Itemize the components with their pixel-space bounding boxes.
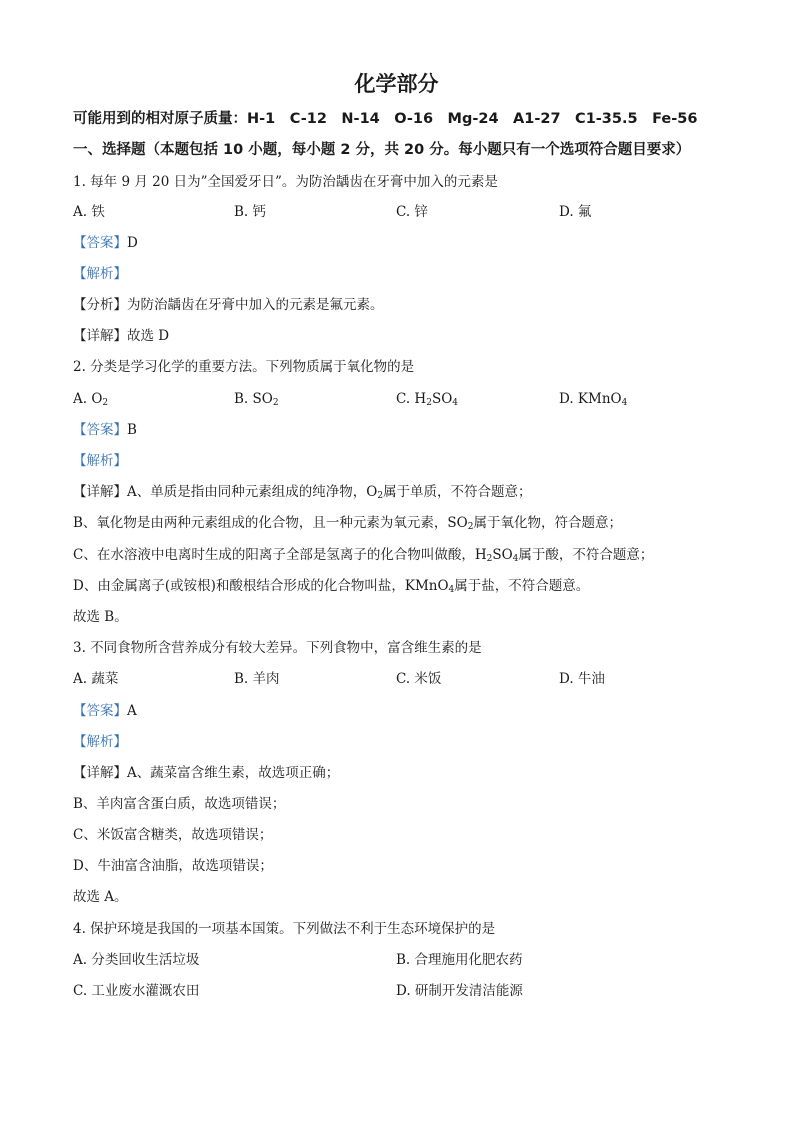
q2-answer-line [73,421,137,439]
question-1-stem: 1. 每年 9 月 20 日为”全国爱牙日”。为防治龋齿在牙膏中加入的元素是 [73,174,498,190]
q2-explain-b: B、氧化物是由两种元素组成的化合物，且一种元素为氧元素，$SO_2$属于氧化物，符合题意； [73,515,622,532]
q3-analysis-tag: 【解析】 [73,734,127,750]
q1-option-a: A. 铁 [73,204,105,220]
q3-conclusion: 故选 A。 [73,889,128,905]
q1-answer: D [127,235,138,251]
q3-option-b: B. 羊肉 [234,671,280,687]
q2-conclusion: 故选 B。 [73,609,128,625]
q3-option-c: C. 米饭 [396,671,442,687]
question-2-stem: 2. 分类是学习化学的重要方法。下列物质属于氧化物的是 [73,359,415,375]
q2-option-b: B. $SO_2$ [234,391,279,408]
answer-tag: 【答案】 [73,703,127,719]
q4-option-a: A. 分类回收生活垃圾 [73,952,200,968]
q3-answer: A [127,703,137,719]
q1-analysis-tag: 【解析】 [73,266,127,282]
answer-tag: 【答案】 [73,235,127,251]
q2-answer: B [127,422,137,438]
question-4-stem: 4. 保护环境是我国的一项基本国策。下列做法不利于生态环境保护的是 [73,921,496,937]
q2-explain-d: D、由金属离子(或铵根)和酸根结合形成的化合物叫盐，KMnO$_4$属于盐，不符合题意。 [73,578,590,595]
section-heading: 一、选择题（本题包括 10 小题，每小题 2 分，共 20 分。每小题只有一个选项符合题目要求） [73,142,691,158]
q2-explain-a: 【详解】A、单质是指由同种元素组成的纯净物，$O_2$属于单质，不符合题意； [73,484,532,501]
q3-explain-a: 【详解】A、蔬菜富含维生素，故选项正确； [73,765,340,781]
q1-option-c: C. 锌 [396,204,428,220]
atomic-masses-line: 可能用到的相对原子质量：H-1 C-12 N-14 O-16 Mg-24 A1-27 C1-35.5 Fe-56 [73,111,698,127]
q2-option-a: A. $O_2$ [73,391,109,408]
q1-fenxi: 【分析】为防治龋齿在牙膏中加入的元素是氟元素。 [73,297,384,313]
q3-answer-line [73,702,137,720]
answer-tag: 【答案】 [73,422,127,438]
question-3-stem: 3. 不同食物所含营养成分有较大差异。下列食物中，富含维生素的是 [73,640,482,656]
q2-analysis-tag: 【解析】 [73,453,127,469]
q1-option-b: B. 钙 [234,204,267,220]
q3-explain-d: D、牛油富含油脂，故选项错误； [73,858,273,874]
q2-option-c: C. $H_2SO_4$ [396,391,459,408]
q1-option-d: D. 氟 [559,204,592,220]
q4-option-d: D. 研制开发清洁能源 [396,983,523,999]
q3-option-a: A. 蔬菜 [73,671,119,687]
q3-option-d: D. 牛油 [559,671,605,687]
q3-explain-b: B、羊肉富含蛋白质，故选项错误； [73,796,286,812]
q1-answer-line [73,234,138,252]
q2-option-d: D. KMnO$_4$ [559,391,628,408]
q4-option-b: B. 合理施用化肥农药 [396,952,523,968]
q1-xiangjie: 【详解】故选 D [73,328,170,344]
q2-explain-c: C、在水溶液中电离时生成的阳离子全部是氢离子的化合物叫做酸，$H_2SO_4$属于酸，不符合题意； [73,547,654,564]
q3-explain-c: C、米饭富含糖类，故选项错误； [73,827,273,843]
page-title: 化学部分 [354,72,439,96]
q4-option-c: C. 工业废水灌溉农田 [73,983,200,999]
